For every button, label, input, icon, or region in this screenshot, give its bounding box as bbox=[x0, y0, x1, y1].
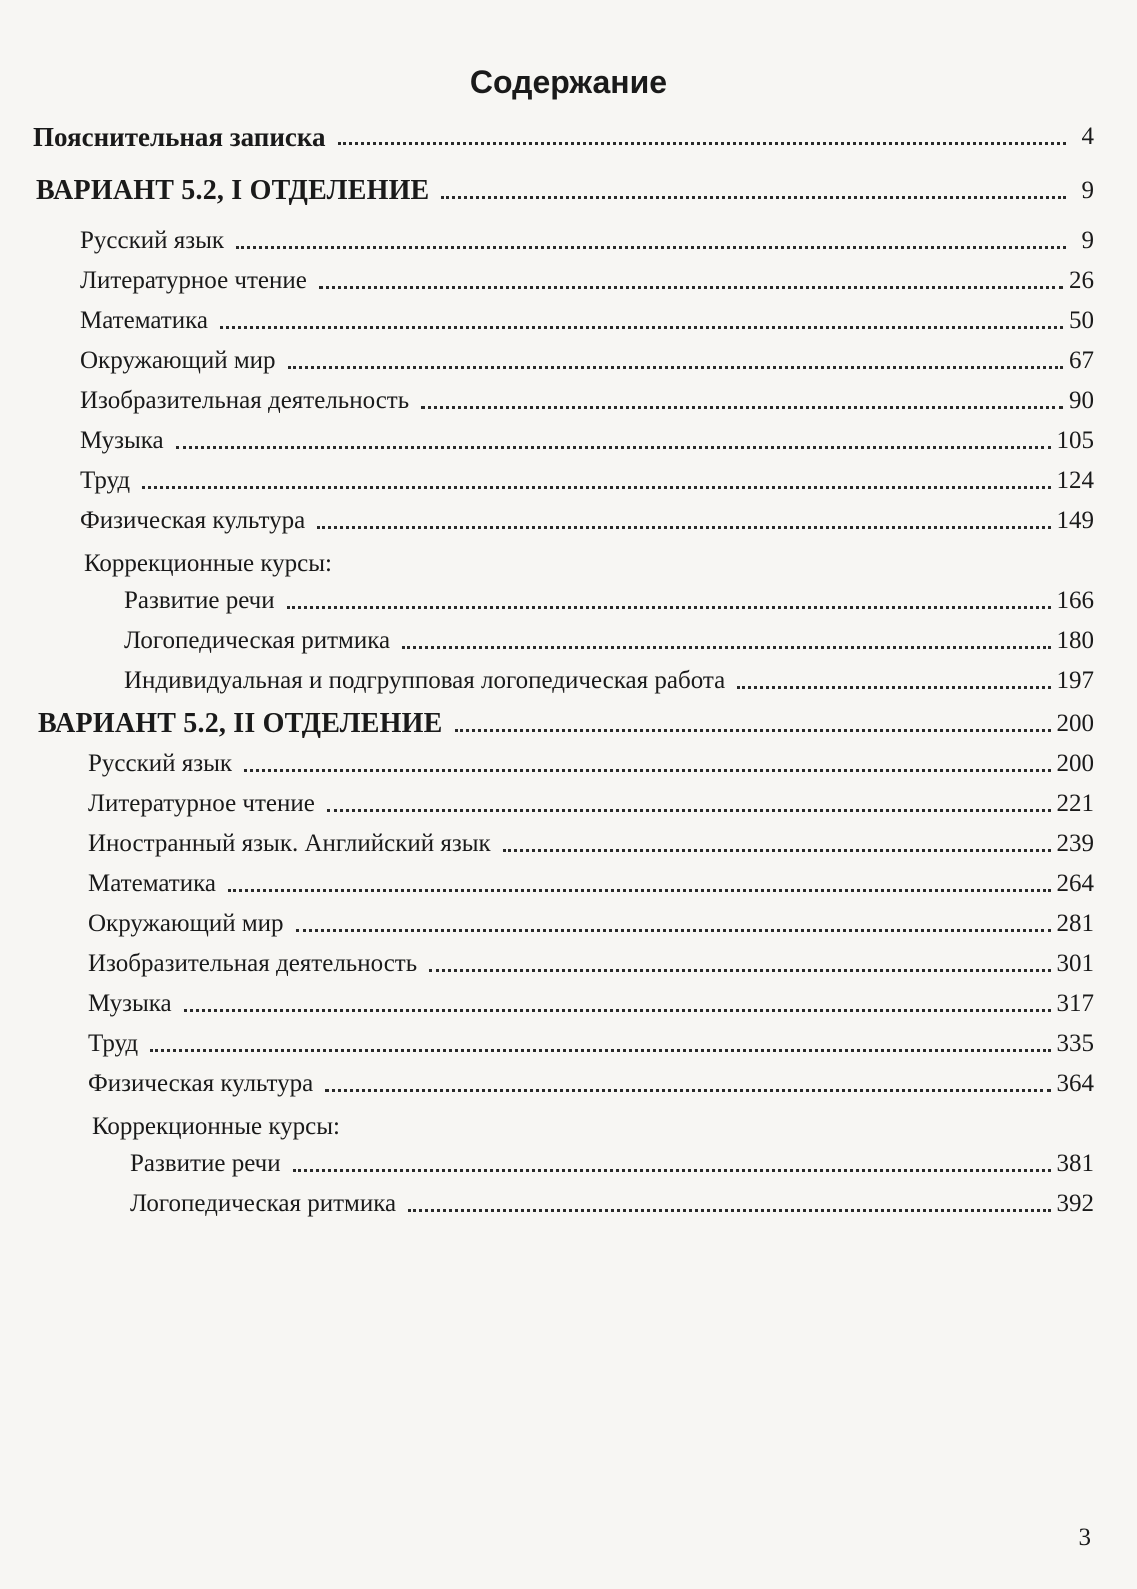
toc-entry bbox=[124, 622, 1094, 656]
toc-entry bbox=[88, 945, 1094, 979]
toc-entry-label: Музыка bbox=[88, 990, 172, 1017]
toc-entry-label: Изобразительная деятельность bbox=[80, 387, 410, 414]
toc-entry bbox=[88, 1025, 1094, 1059]
dot-leader bbox=[176, 446, 1051, 449]
toc-entry-label: Логопедическая ритмика bbox=[130, 1190, 397, 1217]
toc-entry-page: 281 bbox=[1056, 910, 1094, 937]
toc-entry-label: ВАРИАНТ 5.2, I ОТДЕЛЕНИЕ bbox=[36, 175, 430, 206]
dot-leader bbox=[402, 646, 1050, 649]
dot-leader bbox=[236, 246, 1066, 249]
toc-entry bbox=[80, 502, 1094, 536]
toc-entry-page: 105 bbox=[1056, 427, 1094, 454]
toc-entry-label: Литературное чтение bbox=[80, 267, 307, 294]
toc-entry bbox=[80, 342, 1094, 376]
toc-entry bbox=[92, 1108, 340, 1142]
toc-entry-label: Пояснительная записка bbox=[33, 122, 326, 152]
toc-entry-label: Коррекционные курсы: bbox=[92, 1113, 340, 1140]
toc-entry bbox=[88, 905, 1094, 939]
toc-entry bbox=[88, 865, 1094, 899]
toc-entry-page: 9 bbox=[1081, 177, 1094, 204]
dot-leader bbox=[325, 1089, 1050, 1092]
toc-entry-label: Физическая культура bbox=[88, 1070, 314, 1097]
toc-entry-label: Изобразительная деятельность bbox=[88, 950, 418, 977]
dot-leader bbox=[287, 606, 1051, 609]
dot-leader bbox=[421, 406, 1063, 409]
dot-leader bbox=[429, 969, 1050, 972]
toc-entry-label: Труд bbox=[80, 467, 131, 494]
toc-entry-label: Окружающий мир bbox=[88, 910, 284, 937]
dot-leader bbox=[327, 809, 1051, 812]
dot-leader bbox=[296, 929, 1051, 932]
toc-entry bbox=[88, 985, 1094, 1019]
toc-entry-page: 67 bbox=[1069, 347, 1094, 374]
dot-leader bbox=[293, 1169, 1051, 1172]
toc-entry bbox=[38, 705, 1094, 739]
toc-entry bbox=[33, 118, 1094, 152]
toc-entry-label: Иностранный язык. Английский язык bbox=[88, 830, 491, 857]
toc-entry-page: 4 bbox=[1081, 123, 1094, 150]
toc-entry-label: Коррекционные курсы: bbox=[84, 550, 332, 577]
dot-leader bbox=[244, 769, 1050, 772]
dot-leader bbox=[288, 366, 1063, 369]
toc-entry-label: Окружающий мир bbox=[80, 347, 276, 374]
toc-entry-page: 200 bbox=[1056, 750, 1094, 777]
dot-leader bbox=[408, 1209, 1050, 1212]
toc-entry-label: Развитие речи bbox=[130, 1150, 281, 1177]
toc-entry-page: 166 bbox=[1056, 587, 1094, 614]
dot-leader bbox=[503, 849, 1051, 852]
toc-entry-page: 335 bbox=[1056, 1030, 1094, 1057]
toc-entry-page: 221 bbox=[1056, 790, 1094, 817]
toc-entry-label: Математика bbox=[88, 870, 216, 897]
dot-leader bbox=[455, 729, 1051, 732]
toc-entry bbox=[36, 172, 1094, 206]
toc-entry-page: 239 bbox=[1056, 830, 1094, 857]
toc-entry-page: 301 bbox=[1056, 950, 1094, 977]
dot-leader bbox=[228, 889, 1051, 892]
toc-entry bbox=[80, 262, 1094, 296]
toc-entry-label: Музыка bbox=[80, 427, 164, 454]
toc-entry-label: Индивидуальная и подгрупповая логопедическая работа bbox=[124, 667, 726, 694]
toc-entry-page: 90 bbox=[1069, 387, 1094, 414]
toc-entry-page: 364 bbox=[1056, 1070, 1094, 1097]
toc-entry-page: 264 bbox=[1056, 870, 1094, 897]
toc-entry-page: 317 bbox=[1056, 990, 1094, 1017]
dot-leader bbox=[737, 686, 1050, 689]
toc-entry bbox=[130, 1145, 1094, 1179]
toc-entry bbox=[124, 662, 1094, 696]
toc-entry bbox=[130, 1185, 1094, 1219]
toc-entry bbox=[80, 222, 1094, 256]
dot-leader bbox=[150, 1049, 1050, 1052]
toc-entry-label: Развитие речи bbox=[124, 587, 275, 614]
toc-entry bbox=[80, 462, 1094, 496]
toc-entry-page: 392 bbox=[1056, 1190, 1094, 1217]
toc-entry-page: 381 bbox=[1056, 1150, 1094, 1177]
toc-entry-page: 9 bbox=[1081, 227, 1094, 254]
toc-entry bbox=[84, 545, 332, 579]
toc-entry-page: 50 bbox=[1069, 307, 1094, 334]
toc-entry-page: 124 bbox=[1056, 467, 1094, 494]
toc-entry-label: Физическая культура bbox=[80, 507, 306, 534]
dot-leader bbox=[142, 486, 1050, 489]
toc-entry bbox=[80, 302, 1094, 336]
dot-leader bbox=[184, 1009, 1051, 1012]
toc-entry-page: 149 bbox=[1056, 507, 1094, 534]
toc-entry-label: Русский язык bbox=[88, 750, 233, 777]
toc-entry-page: 26 bbox=[1069, 267, 1094, 294]
toc-entry-label: Логопедическая ритмика bbox=[124, 627, 391, 654]
toc-entry bbox=[88, 825, 1094, 859]
toc-entry bbox=[80, 422, 1094, 456]
dot-leader bbox=[317, 526, 1050, 529]
dot-leader bbox=[338, 142, 1066, 145]
dot-leader bbox=[220, 326, 1063, 329]
toc-entry-label: Труд bbox=[88, 1030, 139, 1057]
toc-entry bbox=[88, 1065, 1094, 1099]
toc-entry-page: 197 bbox=[1056, 667, 1094, 694]
toc-entry bbox=[80, 382, 1094, 416]
toc-entry-label: Математика bbox=[80, 307, 208, 334]
toc-entry-page: 180 bbox=[1056, 627, 1094, 654]
dot-leader bbox=[441, 196, 1066, 199]
toc-entry-label: ВАРИАНТ 5.2, II ОТДЕЛЕНИЕ bbox=[38, 708, 443, 739]
toc-entry bbox=[88, 745, 1094, 779]
toc-entry-page: 200 bbox=[1056, 710, 1094, 737]
toc-entry-label: Литературное чтение bbox=[88, 790, 315, 817]
page-title: Содержание bbox=[469, 64, 668, 100]
dot-leader bbox=[319, 286, 1063, 289]
toc-entry-label: Русский язык bbox=[80, 227, 225, 254]
toc-entry bbox=[88, 785, 1094, 819]
page-number: 3 bbox=[1078, 1524, 1091, 1551]
toc-entry bbox=[124, 582, 1094, 616]
